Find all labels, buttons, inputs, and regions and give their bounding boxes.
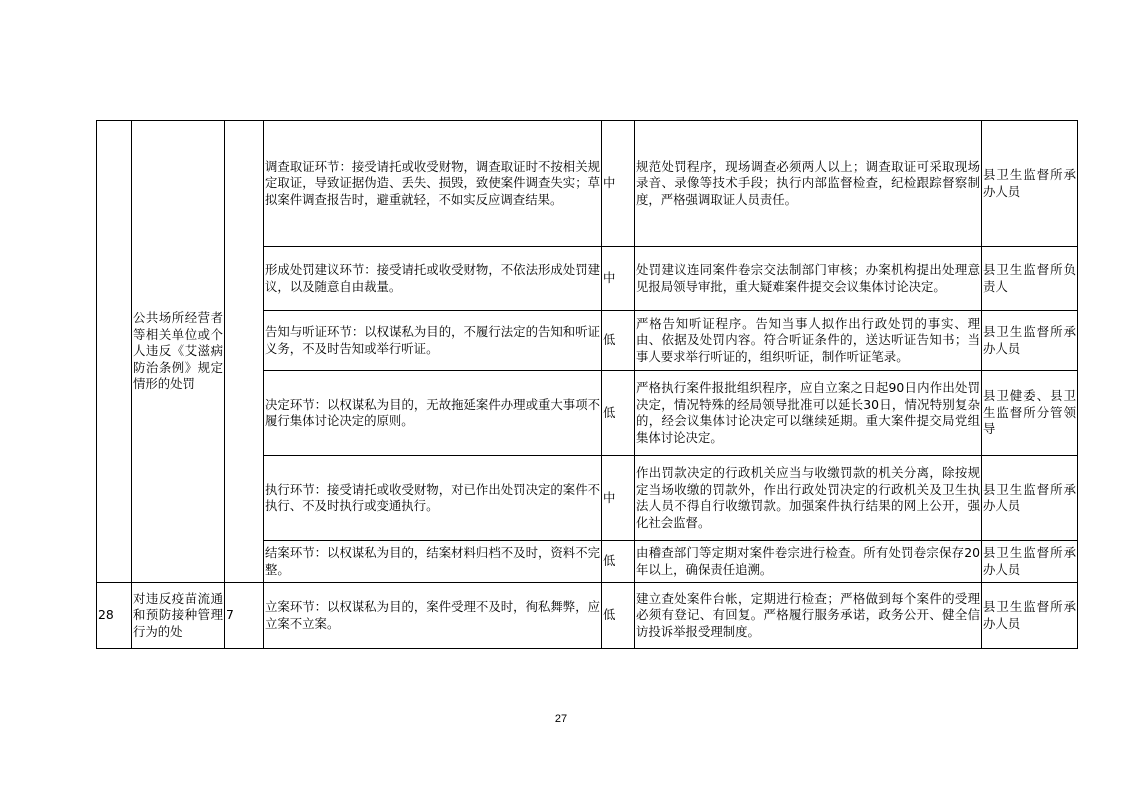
responsible-party-cell: 县卫生监督所承办人员 — [982, 541, 1078, 583]
prevention-measure-cell: 规范处罚程序，现场调查必须两人以上；调查取证可采取现场录音、录像等技术手段；执行内部监督检查，纪检跟踪督察制度，严格强调取证人员责任。 — [635, 121, 982, 247]
page-number: 27 — [554, 713, 568, 725]
risk-link-cell: 告知与听证环节：以权谋私为目的，不履行法定的告知和听证义务，不及时告知或举行听证。 — [264, 311, 602, 371]
prevention-measure-cell: 建立查处案件台帐，定期进行检查；严格做到每个案件的受理必须有登记、有回复。严格履行服务承诺，政务公开、健全信访投诉举报受理制度。 — [635, 583, 982, 649]
count-cell — [225, 121, 264, 583]
matter-cell: 对违反疫苗流通和预防接种管理行为的处 — [132, 583, 225, 649]
count-cell: 7 — [225, 583, 264, 649]
row-number-cell — [97, 121, 132, 583]
responsible-party-cell: 县卫生监督所承办人员 — [982, 121, 1078, 247]
risk-link-cell: 执行环节：接受请托或收受财物，对已作出处罚决定的案件不执行、不及时执行或变通执行。 — [264, 456, 602, 541]
table-row — [97, 583, 1078, 649]
prevention-measure-cell: 严格执行案件报批组织程序，应自立案之日起90日内作出处罚决定，情况特殊的经局领导批准可以延长30日，情况特别复杂的，经会议集体讨论决定可以继续延期。重大案件提交局党组集体讨论决定。 — [635, 371, 982, 456]
table-row — [97, 121, 1078, 247]
responsible-party-cell: 县卫生监督所承办人员 — [982, 583, 1078, 649]
risk-table — [96, 120, 1078, 649]
prevention-measure-cell: 由稽查部门等定期对案件卷宗进行检查。所有处罚卷宗保存20年以上，确保责任追溯。 — [635, 541, 982, 583]
prevention-measure-cell: 作出罚款决定的行政机关应当与收缴罚款的机关分离，除按规定当场收缴的罚款外，作出行政处罚决定的行政机关及卫生执法人员不得自行收缴罚款。加强案件执行结果的网上公开，强化社会监督。 — [635, 456, 982, 541]
responsible-party-cell: 县卫健委、县卫生监督所分管领导 — [982, 371, 1078, 456]
risk-link-cell: 调查取证环节：接受请托或收受财物，调查取证时不按相关规定取证，导致证据伪造、丢失、损毁，致使案件调查失实；草拟案件调查报告时，避重就轻，不如实反应调查结果。 — [264, 121, 602, 247]
risk-level-cell: 低 — [602, 311, 635, 371]
matter-cell: 公共场所经营者等相关单位或个人违反《艾滋病防治条例》规定情形的处罚 — [132, 121, 225, 583]
risk-level-cell: 低 — [602, 583, 635, 649]
risk-link-cell: 形成处罚建议环节：接受请托或收受财物，不依法形成处罚建议，以及随意自由裁量。 — [264, 247, 602, 311]
prevention-measure-cell: 处罚建议连同案件卷宗交法制部门审核；办案机构提出处理意见报局领导审批，重大疑难案件提交会议集体讨论决定。 — [635, 247, 982, 311]
risk-level-cell: 低 — [602, 541, 635, 583]
risk-link-cell: 立案环节：以权谋私为目的，案件受理不及时，徇私舞弊，应立案不立案。 — [264, 583, 602, 649]
risk-level-cell: 中 — [602, 247, 635, 311]
risk-link-cell: 结案环节：以权谋私为目的，结案材料归档不及时，资料不完整。 — [264, 541, 602, 583]
prevention-measure-cell: 严格告知听证程序。告知当事人拟作出行政处罚的事实、理由、依据及处罚内容。符合听证条件的，送达听证告知书；当事人要求举行听证的，组织听证，制作听证笔录。 — [635, 311, 982, 371]
responsible-party-cell: 县卫生监督所承办人员 — [982, 311, 1078, 371]
risk-level-cell: 低 — [602, 371, 635, 456]
responsible-party-cell: 县卫生监督所承办人员 — [982, 456, 1078, 541]
row-number-cell: 28 — [97, 583, 132, 649]
responsible-party-cell: 县卫生监督所负责人 — [982, 247, 1078, 311]
risk-level-cell: 中 — [602, 456, 635, 541]
risk-link-cell: 决定环节：以权谋私为目的，无故拖延案件办理或重大事项不履行集体讨论决定的原则。 — [264, 371, 602, 456]
risk-level-cell: 中 — [602, 121, 635, 247]
